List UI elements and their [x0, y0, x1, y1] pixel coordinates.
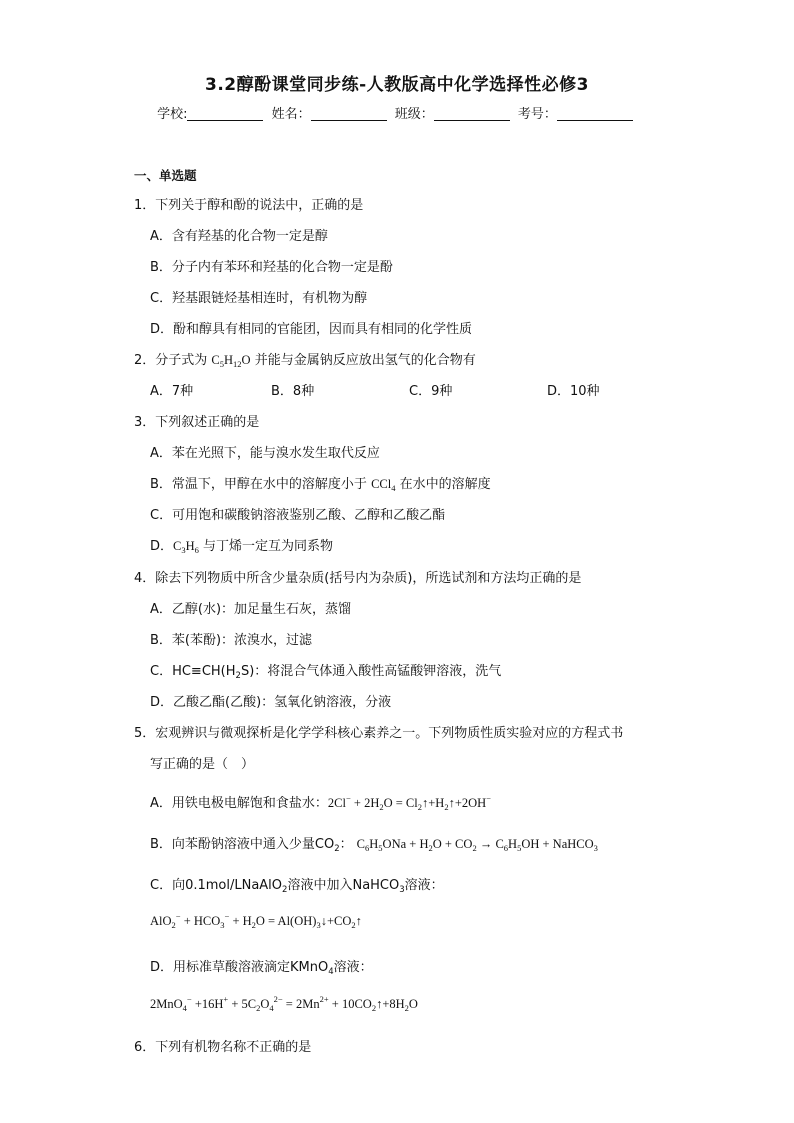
name-blank[interactable]	[311, 106, 387, 121]
question-2-option-a: A．7种	[150, 384, 194, 399]
question-5-option-b	[150, 833, 598, 852]
question-3-option-b	[150, 473, 491, 492]
question-3-stem: 3．下列叙述正确的是	[134, 415, 260, 430]
question-5-option-b-equation: $C_6H_5ONa + H_2O + CO_2 \to C_6H_5OH$ + NaHCO$_3$	[356, 837, 598, 853]
question-6-stem: 6．下列有机物名称不正确的是	[134, 1040, 312, 1055]
question-2-options	[150, 380, 600, 399]
exam-number-label: 考号：	[517, 107, 557, 122]
question-5-stem-line-1: 5．宏观辨识与微观探析是化学学科核心素养之一。下列物质性质实验对应的方程式书	[134, 726, 624, 741]
question-3-option-d	[150, 535, 333, 554]
question-1-option-b: B．分子内有苯环和羟基的化合物一定是酚	[150, 260, 393, 275]
question-1-option-a: A．含有羟基的化合物一定是醇	[150, 229, 328, 244]
question-2-option-b: B．8种	[271, 384, 315, 399]
question-4-option-a: A．乙醇(水)：加足量生石灰，蒸馏	[150, 602, 352, 617]
question-5-option-a	[150, 792, 491, 811]
question-4-option-b: B．苯(苯酚)：浓溴水，过滤	[150, 633, 313, 648]
question-1-stem: 1．下列关于醇和酚的说法中，正确的是	[134, 198, 364, 213]
question-3-option-b-formula: CCl$_4$	[371, 477, 396, 493]
question-1-option-d: D．酚和醇具有相同的官能团，因而具有相同的化学性质	[150, 322, 473, 337]
name-label: 姓名：	[271, 107, 311, 122]
question-3-option-a: A．苯在光照下，能与溴水发生取代反应	[150, 446, 380, 461]
question-1-option-c: C．羟基跟链烃基相连时，有机物为醇	[150, 291, 368, 306]
school-blank[interactable]	[187, 106, 263, 121]
question-5-stem-line-2: 写正确的是（ ）	[150, 757, 255, 772]
question-4-option-c: C．$HC\equiv CH(H_2S)$：将混合气体通入酸性高锰酸钾溶液，洗气	[150, 664, 502, 681]
question-2-option-c: C．9种	[409, 384, 453, 399]
student-info-row	[0, 103, 794, 122]
question-5-option-c-text: C．向0.1mol/LNaAlO$_2$溶液中加入NaHCO$_3$溶液：	[150, 878, 444, 895]
question-5-option-c-equation: $AlO_2^- + HCO_3^- + H_2O$ = $Al(OH)_3↓+CO_2↑$	[150, 911, 362, 930]
question-3-option-c: C．可用饱和碳酸钠溶液鉴别乙酸、乙醇和乙酸乙酯	[150, 508, 446, 523]
question-4-stem: 4．除去下列物质中所含少量杂质(括号内为杂质)，所选试剂和方法均正确的是	[134, 571, 582, 586]
question-3-option-b-pre: B．常温下，甲醇在水中的溶解度小于	[150, 477, 372, 492]
page-title: 3.2醇酚课堂同步练-人教版高中化学选择性必修3	[205, 75, 589, 95]
exam-number-blank[interactable]	[557, 106, 633, 121]
question-5-option-b-text: B．向苯酚钠溶液中通入少量$CO_2$：	[150, 837, 353, 854]
question-2-stem-post: 并能与金属钠反应放出氢气的化合物有	[250, 353, 476, 368]
class-label: 班级：	[394, 107, 434, 122]
question-3-option-d-pre: D．	[150, 539, 174, 554]
class-blank[interactable]	[434, 106, 510, 121]
question-4-option-d: D．乙酸乙酯(乙酸)：氢氧化钠溶液，分液	[150, 695, 392, 710]
question-5-option-a-text: A．用铁电极电解饱和食盐水：	[150, 796, 328, 811]
question-2-stem-pre: 2．分子式为	[134, 353, 212, 368]
question-3-option-d-formula: $C_3H_6$	[173, 539, 199, 555]
section-title: 一、单选题	[134, 168, 197, 183]
question-5-option-d-equation: $2MnO_4^- +16H^+ + 5C_2O_4^{2-} = 2Mn^{2+}$ + $10CO_2↑+8H_2O$	[150, 994, 418, 1013]
question-2-formula: $C_5H_{12}O$	[211, 353, 251, 369]
question-3-option-d-post: 与丁烯一定互为同系物	[198, 539, 334, 554]
question-5-option-a-equation: $2Cl^- + 2H_2O$ = $Cl_2↑+H_2↑+2OH^-$	[327, 793, 491, 812]
question-2-stem	[134, 349, 476, 368]
question-5-option-d-text: D．用标准草酸溶液滴定KMnO$_4$溶液：	[150, 960, 373, 977]
school-label: 学校:	[157, 107, 188, 122]
question-2-option-d: D．10种	[547, 384, 600, 399]
question-3-option-b-post: 在水中的溶解度	[395, 477, 491, 492]
